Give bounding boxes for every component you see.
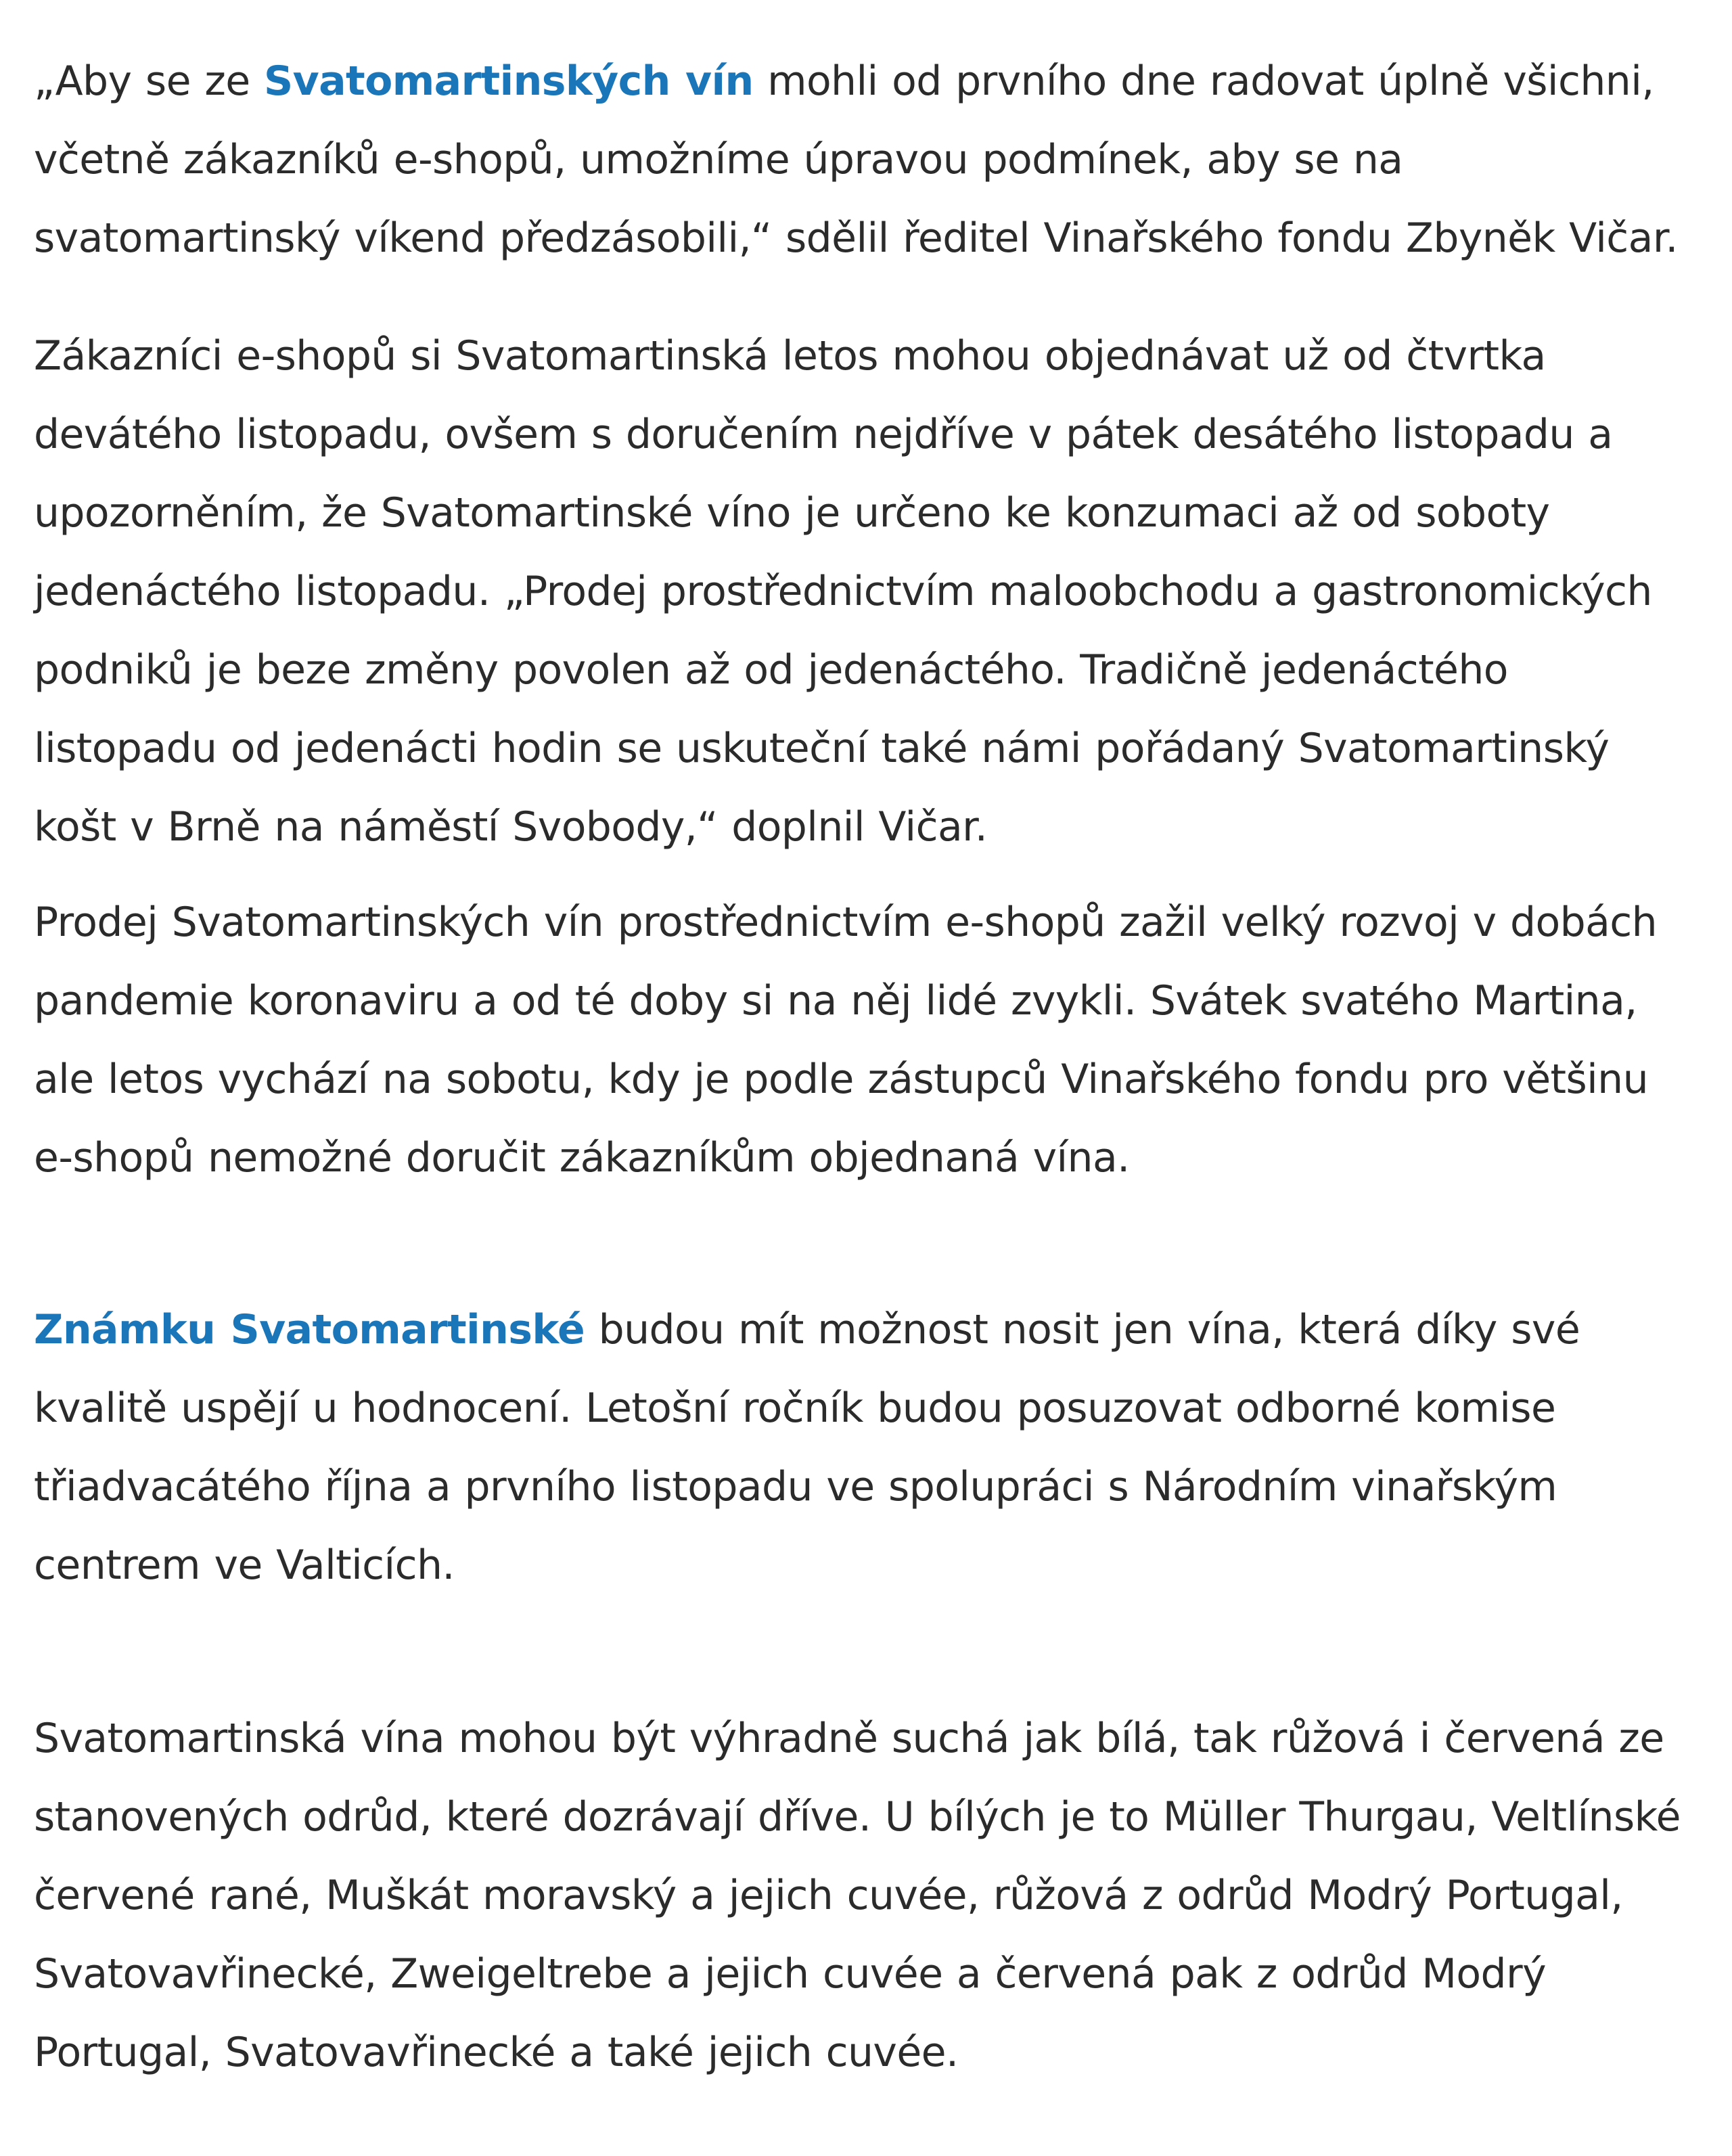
p1-text-after: mohli od prvního dne radovat úplně všichni, včetně zákazníků e-shopů, umožníme úpravou podmínek, aby se na svatomartinský víkend předzásobili,“ sdělil ředitel Vinařského fondu Zbyněk Vičar. (34, 58, 1678, 262)
paragraph-eshop-growth: Prodej Svatomartinských vín prostřednictvím e-shopů zažil velký rozvoj v dobách pandemie koronaviru a od té doby si na něj lidé zvykli. Svátek svatého Martina, ale letos vychází na sobotu, kdy je podle zástupců Vinařského fondu pro většinu e-shopů nemožné doručit zákazníkům objednaná vína. (34, 899, 1658, 1182)
link-svatomartinska-vina[interactable]: Svatomartinských vín (264, 58, 754, 105)
p1-text-before: „Aby se ze (34, 58, 265, 105)
link-znamka-svatomartinske[interactable]: Známku Svatomartinské (34, 1306, 585, 1353)
paragraph-eshop-ordering: Zákazníci e-shopů si Svatomartinská letos mohou objednávat už od čtvrtka devátého listopadu, ovšem s doručením nejdříve v pátek desátého listopadu a upozorněním, že Svatomartinské víno je určeno ke konzumaci až od soboty jedenáctého listopadu. „Prodej prostřednictvím maloobchodu a gastronomických podniků je beze změny povolen až od jedenáctého. Tradičně jedenáctého listopadu od jedenácti hodin se uskuteční také námi pořádaný Svatomartinský košt v Brně na náměstí Svobody,“ doplnil Vičar. (34, 332, 1652, 851)
paragraph-wine-varieties: Svatomartinská vína mohou být výhradně suchá jak bílá, tak růžová i červená ze stanovených odrůd, které dozrávají dříve. U bílých je to Müller Thurgau, Veltlínské červené rané, Muškát moravský a jejich cuvée, růžová z odrůd Modrý Portugal, Svatovavřinecké, Zweigeltrebe a jejich cuvée a červená pak z odrůd Modrý Portugal, Svatovavřinecké a také jejich cuvée. (34, 1715, 1681, 2076)
paragraph-quality-mark (34, 1290, 1698, 1604)
paragraph-quote-vicar (34, 42, 1698, 277)
p4-text-after: budou mít možnost nosit jen vína, která díky své kvalitě uspějí u hodnocení. Letošní ročník budou posuzovat odborné komise třiadvacátého října a prvního listopadu ve spolupráci s Národním vinařským centrem ve Valticích. (34, 1306, 1580, 1589)
